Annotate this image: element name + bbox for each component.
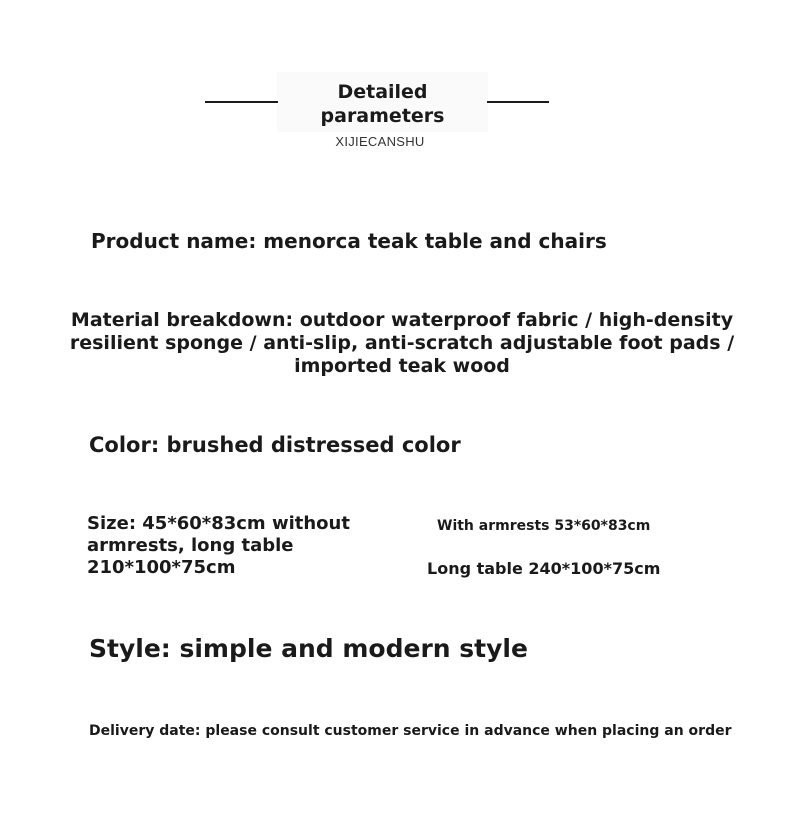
section-subtitle: XIJIECANSHU <box>335 134 425 149</box>
style-info: Style: simple and modern style <box>89 634 528 663</box>
product-name: Product name: menorca teak table and chairs <box>91 229 607 253</box>
delivery-info: Delivery date: please consult customer service in advance when placing an order <box>89 723 732 739</box>
header-line-left <box>205 101 278 103</box>
size-long-table: Long table 240*100*75cm <box>427 559 661 578</box>
section-title: Detailed parameters <box>320 81 445 127</box>
size-info: Size: 45*60*83cm without armrests, long table 210*100*75cm <box>87 513 350 578</box>
size-armrests: With armrests 53*60*83cm <box>437 518 651 534</box>
material-breakdown: Material breakdown: outdoor waterproof fabric / high-density resilient sponge / anti-slip, anti-scratch adjustable foot pads / imported teak wood <box>69 309 735 377</box>
color-info: Color: brushed distressed color <box>89 433 461 457</box>
header-line-right <box>487 101 549 103</box>
